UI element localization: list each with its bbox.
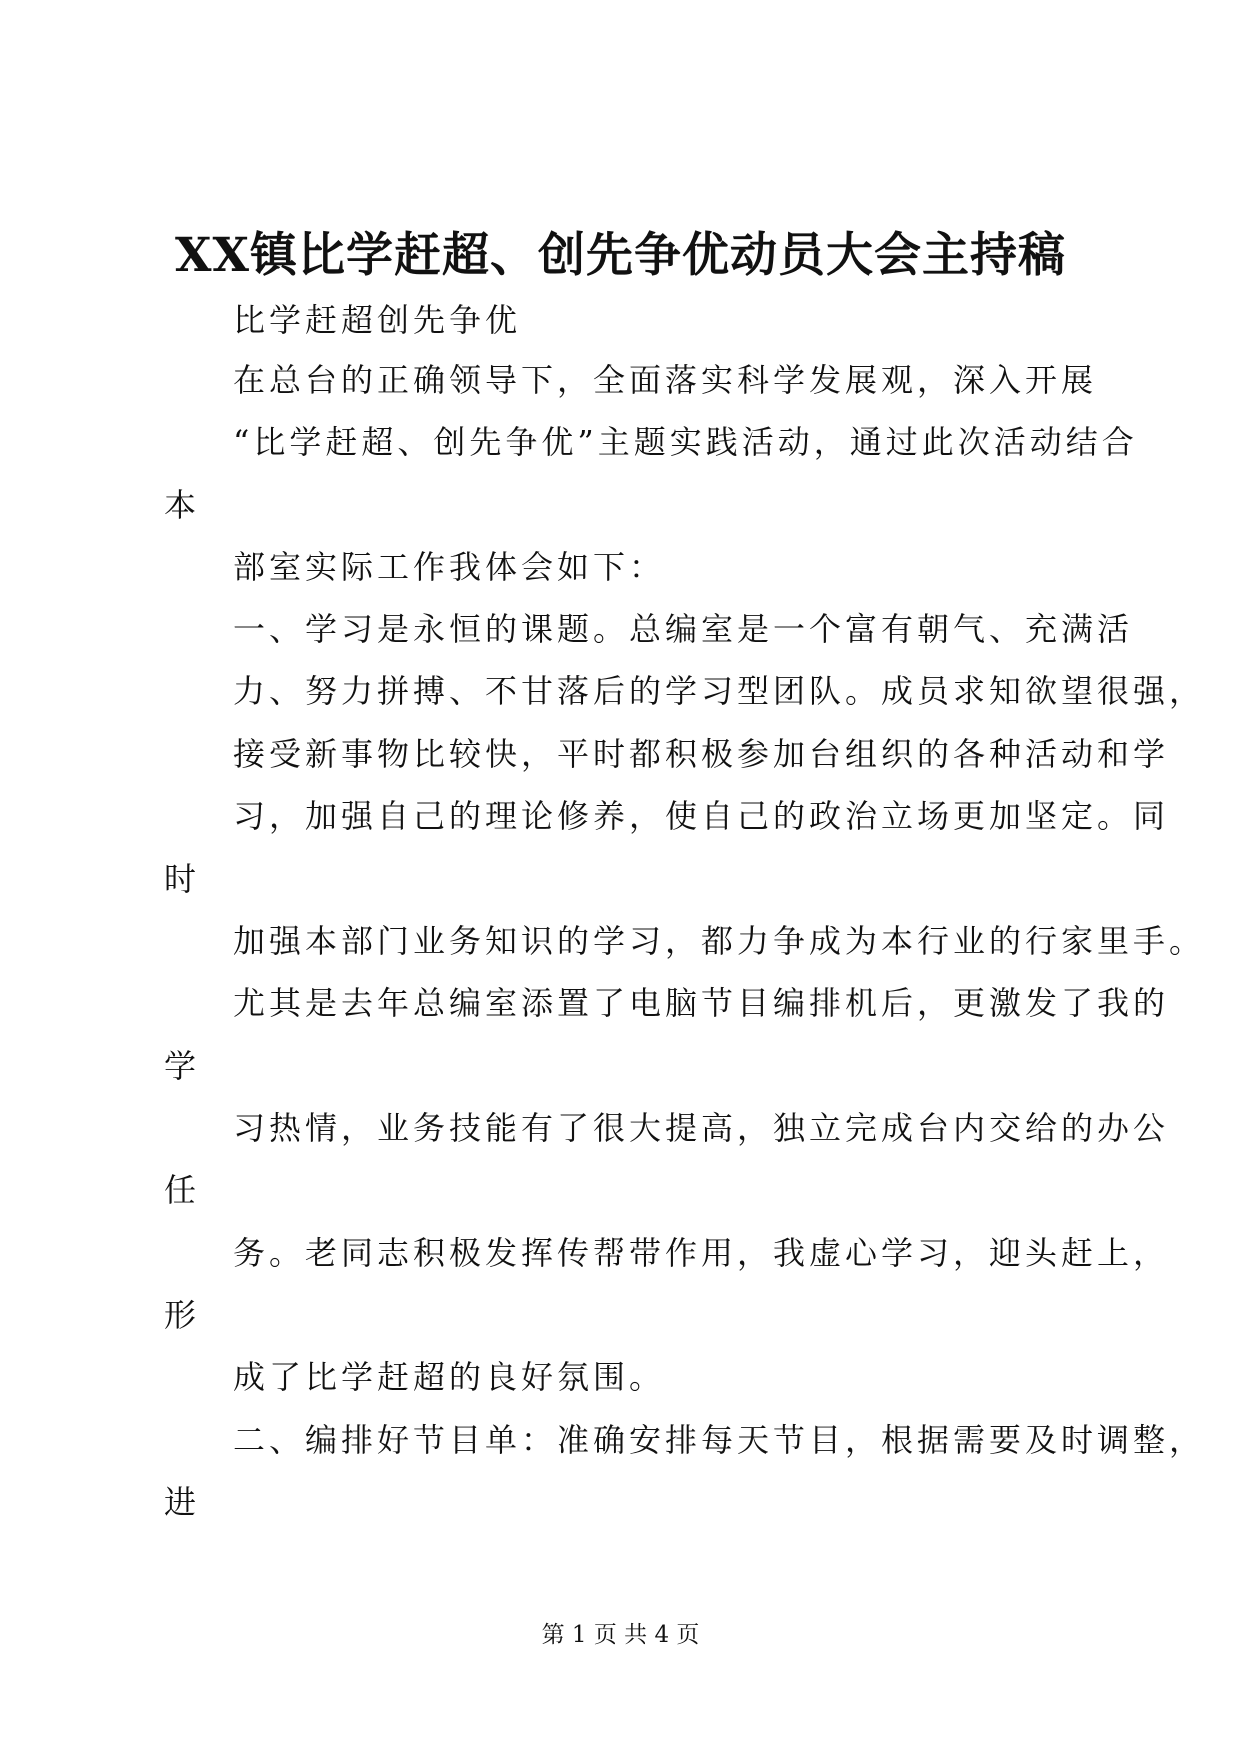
document-title: XX镇比学赶超、创先争优动员大会主持稿 (175, 228, 1066, 283)
page-number-footer: 第 1 页 共 4 页 (541, 1622, 700, 1648)
body-line: 一、学习是永恒的课题。总编室是一个富有朝气、充满活 (233, 610, 1134, 648)
body-line: 务。老同志积极发挥传帮带作用，我虚心学习，迎头赶上， (233, 1234, 1170, 1272)
body-line: 习，加强自己的理论修养，使自己的政治立场更加坚定。同 (233, 797, 1170, 835)
body-line: 本 (164, 486, 201, 524)
body-line: 接受新事物比较快，平时都积极参加台组织的各种活动和学 (233, 735, 1170, 773)
body-line: 尤其是去年总编室添置了电脑节目编排机后，更激发了我的 (233, 984, 1170, 1022)
body-line: 成了比学赶超的良好氛围。 (233, 1358, 666, 1396)
body-line: 力、努力拼搏、不甘落后的学习型团队。成员求知欲望很强， (233, 672, 1206, 710)
body-line: 在总台的正确领导下，全面落实科学发展观，深入开展 (233, 361, 1098, 399)
body-line: 加强本部门业务知识的学习，都力争成为本行业的行家里手。 (233, 922, 1206, 960)
body-line: 形 (164, 1296, 201, 1334)
body-line: 部室实际工作我体会如下： (233, 548, 666, 586)
body-line: “比学赶超、创先争优”主题实践活动，通过此次活动结合 (233, 423, 1138, 461)
body-line: 时 (164, 860, 201, 898)
body-line: 任 (164, 1171, 201, 1209)
body-line: 进 (164, 1483, 201, 1521)
body-line: 习热情，业务技能有了很大提高，独立完成台内交给的办公 (233, 1109, 1170, 1147)
body-line: 二、编排好节目单：准确安排每天节目，根据需要及时调整， (233, 1421, 1206, 1459)
body-line: 学 (164, 1047, 201, 1085)
body-line: 比学赶超创先争优 (233, 301, 522, 339)
